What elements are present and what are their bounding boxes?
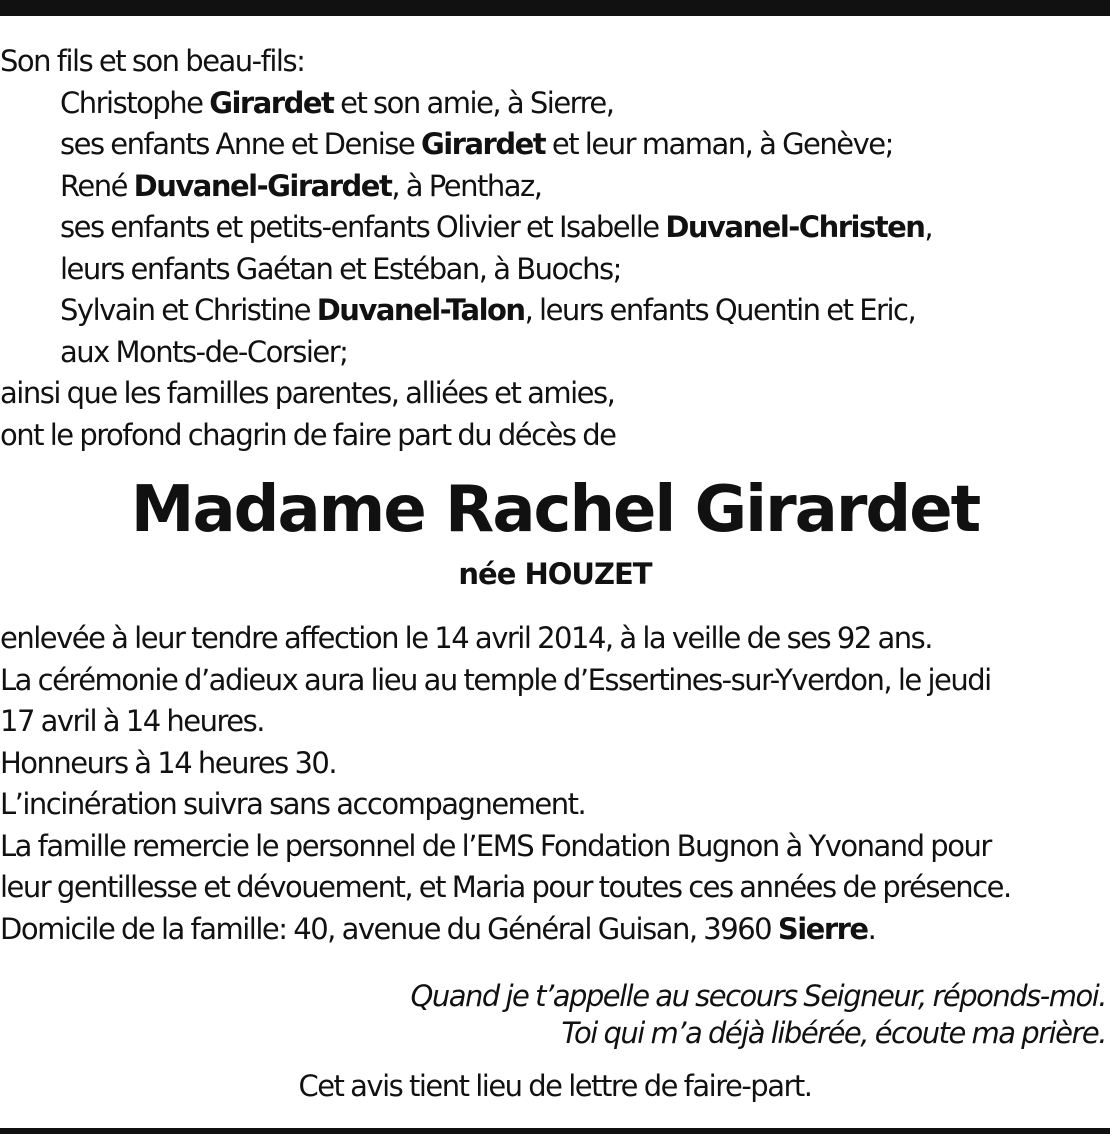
top-rule <box>0 0 1110 16</box>
quote-line-1: Quand je t’appelle au secours Seigneur, réponds-moi. <box>410 979 1106 1013</box>
body-line-3: Honneurs à 14 heures 30. <box>0 745 337 780</box>
body-line-1: La cérémonie d’adieux aura lieu au temple d’Essertines-sur-Yverdon, le jeudi <box>0 662 991 697</box>
body-line-6: leur gentillesse et dévouement, et Maria pour toutes ces années de présence. <box>0 870 1011 904</box>
header-line-5: leurs enfants Gaétan et Estéban, à Buochs; <box>60 251 621 286</box>
deceased-name: Madame Rachel Girardet <box>130 473 980 547</box>
family-name: Girardet <box>420 127 546 161</box>
maiden-name: née HOUZET <box>458 557 652 591</box>
bottom-rule <box>0 1128 1110 1134</box>
header-line-0: Son fils et son beau-fils: <box>0 44 305 78</box>
header-line-3: René Duvanel-Girardet, à Penthaz, <box>60 168 542 203</box>
family-name: Duvanel-Christen <box>665 210 925 244</box>
header-line-8: ainsi que les familles parentes, alliées et amies, <box>0 376 615 410</box>
body-line-5: La famille remercie le personnel de l’EMS Fondation Bugnon à Yvonand pour <box>0 828 991 863</box>
family-name: Duvanel-Talon <box>316 293 525 327</box>
domicile-city: Sierre <box>777 911 868 946</box>
closing-note: Cet avis tient lieu de lettre de faire-part. <box>298 1069 812 1103</box>
body-line-7: Domicile de la famille: 40, avenue du Général Guisan, 3960 Sierre. <box>0 911 876 946</box>
header-line-2: ses enfants Anne et Denise Girardet et leur maman, à Genève; <box>60 127 893 161</box>
body-line-4: L’incinération suivra sans accompagnement. <box>0 787 586 821</box>
header-line-7: aux Monts-de-Corsier; <box>60 334 348 369</box>
header-line-1: Christophe Girardet et son amie, à Sierre, <box>60 85 614 120</box>
header-line-9: ont le profond chagrin de faire part du décès de <box>0 417 616 452</box>
body-line-0: enlevée à leur tendre affection le 14 avril 2014, à la veille de ses 92 ans. <box>0 621 932 655</box>
header-line-4: ses enfants et petits-enfants Olivier et Isabelle Duvanel-Christen, <box>60 210 933 244</box>
family-name: Girardet <box>209 85 334 120</box>
family-name: Duvanel-Girardet <box>133 168 392 203</box>
quote-line-2: Toi qui m’a déjà libérée, écoute ma prière. <box>561 1016 1106 1050</box>
header-line-6: Sylvain et Christine Duvanel-Talon, leurs enfants Quentin et Eric, <box>60 293 916 327</box>
obituary-notice <box>0 41 1110 1106</box>
body-line-2: 17 avril à 14 heures. <box>0 704 264 738</box>
